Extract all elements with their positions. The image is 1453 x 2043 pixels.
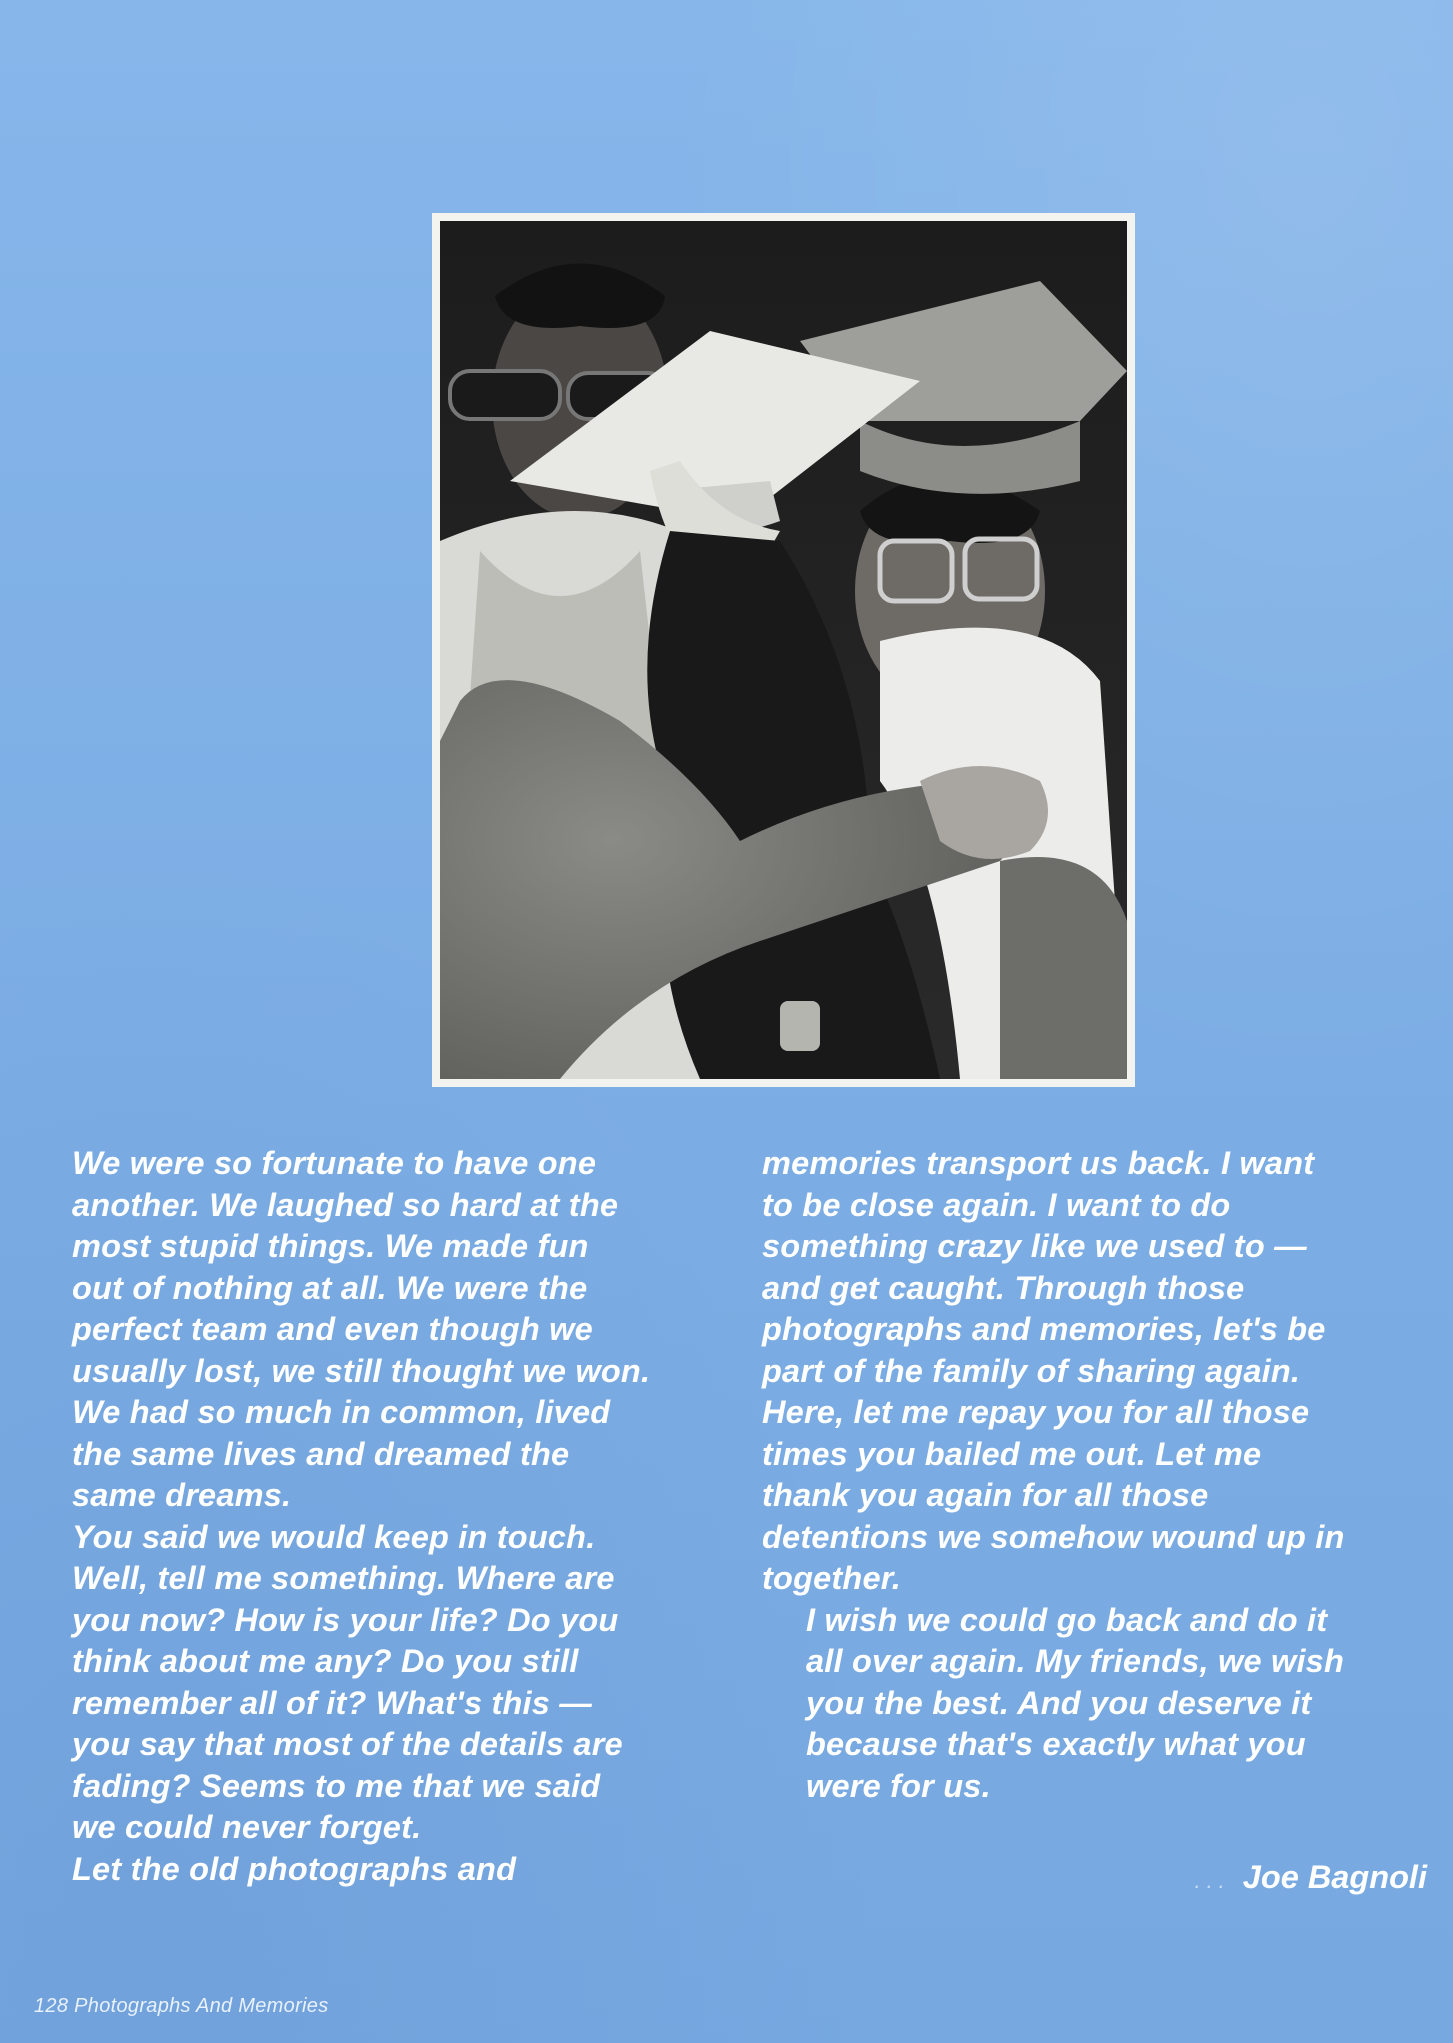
text-line: perfect team and even though we: [72, 1311, 593, 1347]
text-line: times you bailed me out. Let me: [762, 1435, 1262, 1472]
signature-dots: ...: [1194, 1868, 1231, 1893]
paragraph: [762, 1600, 1422, 1808]
text-line: the same lives and dreamed the: [72, 1435, 570, 1472]
text-line: You said we would keep in touch.: [72, 1518, 596, 1555]
text-line: thank you again for all those: [762, 1477, 1209, 1513]
text-line: to be close again. I want to do: [762, 1186, 1231, 1223]
text-line: you now? How is your life? Do you: [72, 1601, 619, 1638]
text-line: Well, tell me something. Where are: [72, 1560, 615, 1596]
page-folio: 128 Photographs And Memories: [34, 1995, 329, 2017]
text-line: Let the old photographs and: [72, 1850, 517, 1887]
photo-frame: [432, 213, 1135, 1087]
text-line: memories transport us back. I want: [762, 1145, 1315, 1181]
text-line: We were so fortunate to have one: [72, 1145, 597, 1181]
text-line: We had so much in common, lived: [72, 1394, 611, 1430]
text-line: all over again. My friends, we wish: [806, 1643, 1344, 1679]
text-line: usually lost, we still thought we won.: [72, 1352, 651, 1389]
text-line: another. We laughed so hard at the: [72, 1186, 619, 1223]
paragraph: [28, 1517, 688, 1849]
text-line: fading? Seems to me that we said: [72, 1767, 601, 1804]
text-line: because that's exactly what you: [806, 1726, 1306, 1762]
body-text-left-column: [28, 1143, 688, 1890]
graduation-photo-icon: [440, 221, 1127, 1079]
paragraph: [762, 1143, 1422, 1600]
text-line: you the best. And you deserve it: [806, 1684, 1312, 1721]
text-line: together.: [762, 1560, 902, 1596]
text-line: think about me any? Do you still: [72, 1643, 579, 1679]
text-line: same dreams.: [72, 1477, 292, 1513]
text-line: detentions we somehow wound up in: [762, 1518, 1345, 1555]
author-name: Joe Bagnoli: [1242, 1859, 1427, 1895]
text-line: remember all of it? What's this —: [72, 1684, 592, 1721]
text-line: something crazy like we used to —: [762, 1228, 1307, 1264]
text-line: we could never forget.: [72, 1809, 422, 1845]
text-line: and get caught. Through those: [762, 1269, 1245, 1306]
text-line: out of nothing at all. We were the: [72, 1269, 588, 1306]
text-line: were for us.: [806, 1767, 991, 1804]
text-line: you say that most of the details are: [72, 1726, 623, 1762]
text-line: photographs and memories, let's be: [762, 1311, 1326, 1347]
text-line: I wish we could go back and do it: [806, 1601, 1328, 1638]
paragraph: [28, 1143, 688, 1517]
graduation-photo: [440, 221, 1127, 1079]
text-line: most stupid things. We made fun: [72, 1228, 589, 1264]
body-text-right-column: [762, 1143, 1422, 1807]
author-signature: [1194, 1857, 1427, 1901]
paragraph: [28, 1849, 688, 1891]
text-line: Here, let me repay you for all those: [762, 1394, 1310, 1430]
text-line: part of the family of sharing again.: [762, 1352, 1301, 1389]
